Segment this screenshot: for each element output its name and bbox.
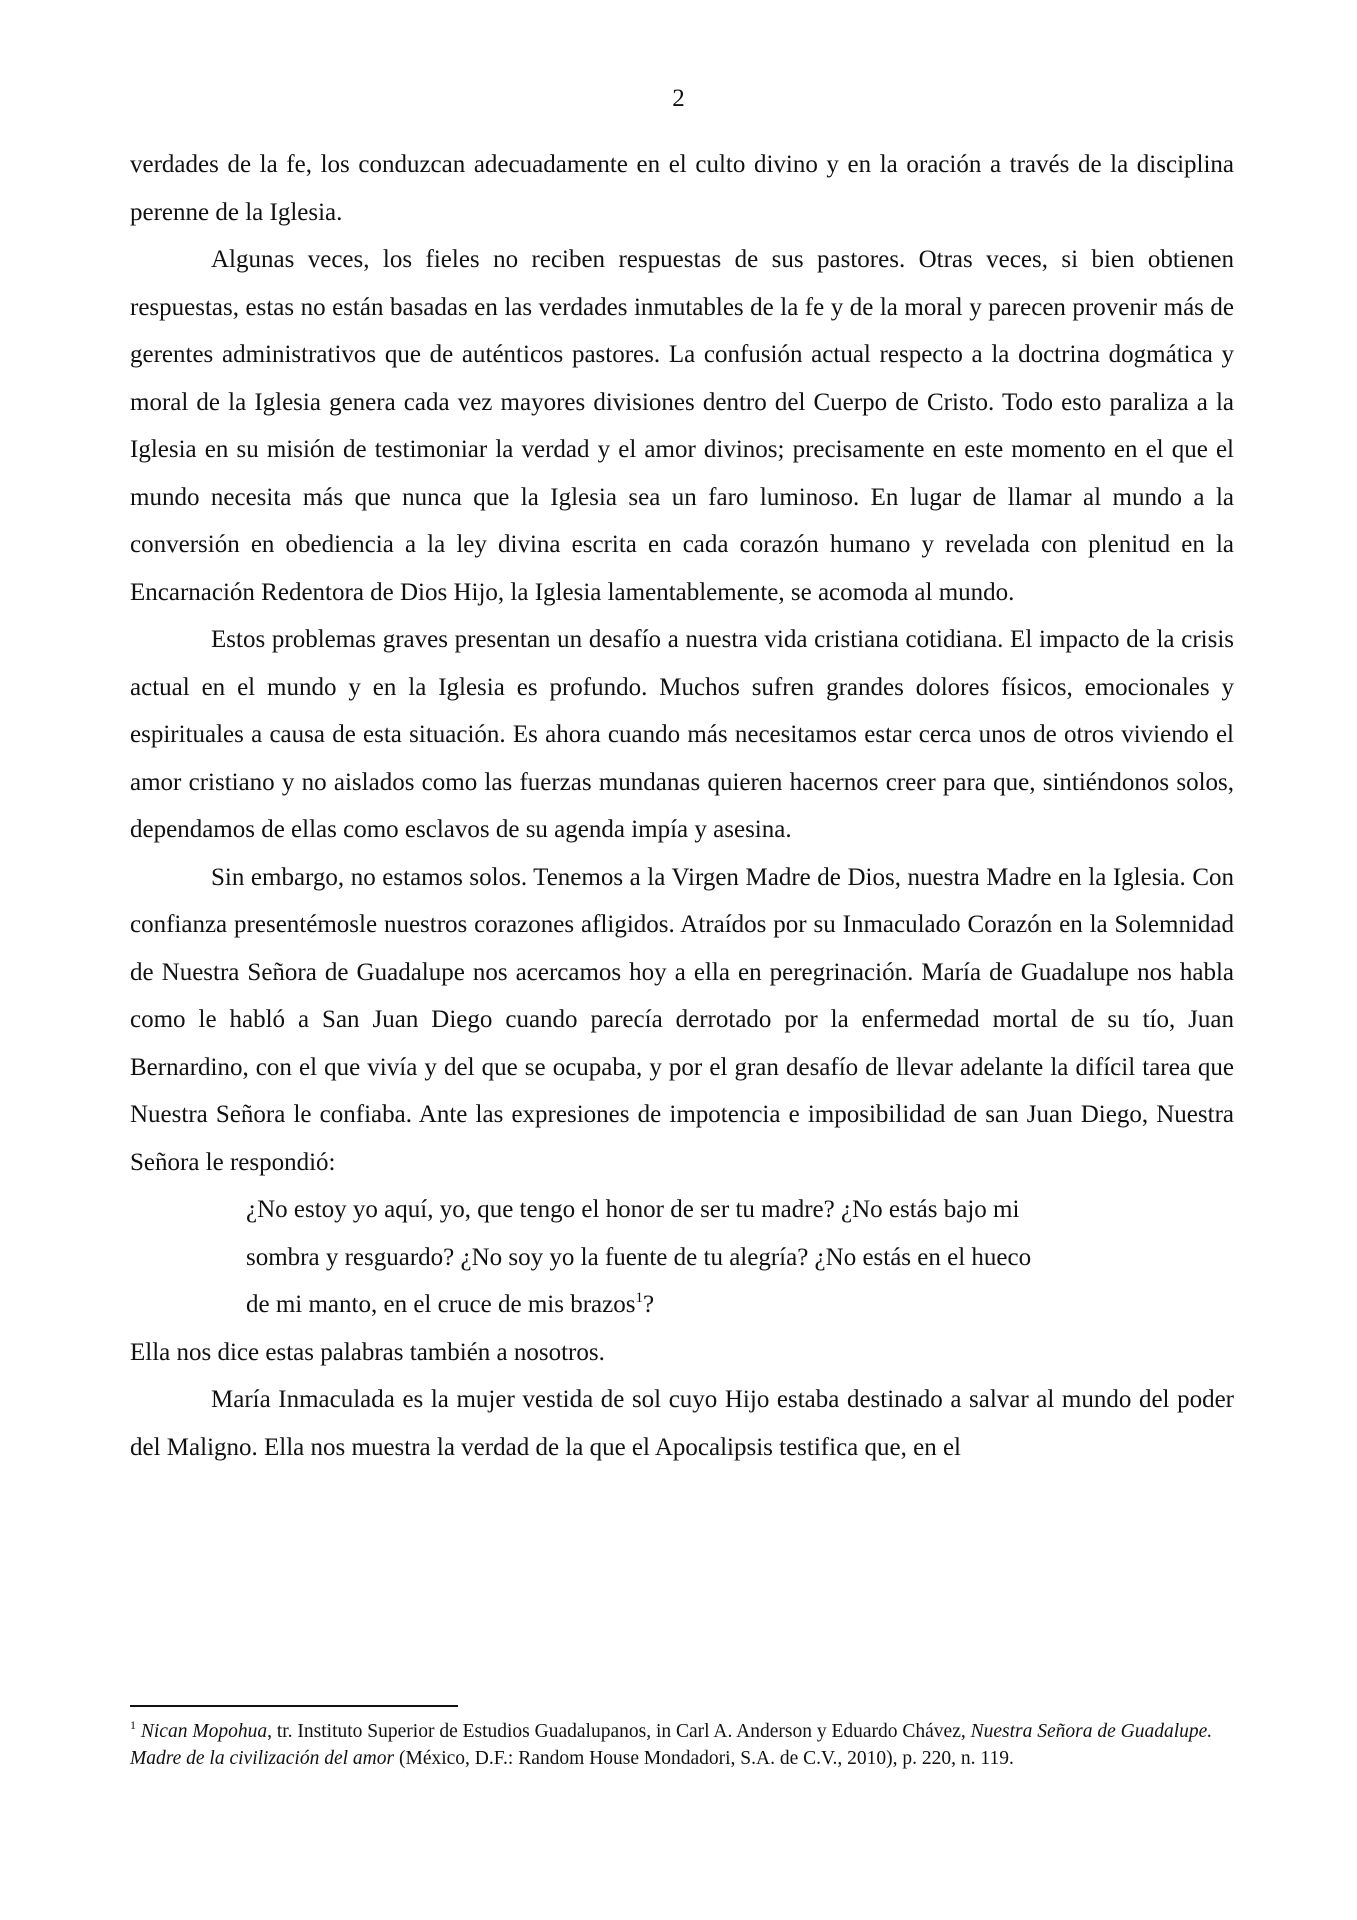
footnote-work-title: Nican Mopohua (140, 1721, 268, 1742)
quote-line-1: ¿No estoy yo aquí, yo, que tengo el honor de ser tu madre? ¿No estás bajo mi (246, 1196, 1020, 1223)
paragraph-after-quote: Ella nos dice estas palabras también a nosotros. (130, 1338, 605, 1366)
paragraph-problemas: Estos problemas graves presentan un desafío a nuestra vida cristiana cotidiana. El impacto de la crisis actual en el mundo y en la Iglesia es profundo. Muchos sufren grandes dolores físicos, emocionales y espirituales a causa de esta situación. Es ahora cuando más necesitamos estar cerca unos de otros viviendo el amor cristiano y no aislados como las fuerzas mundanas quieren hacernos creer para que, sintiéndonos solos, dependamos de ellas como esclavos de su agenda impía y asesina. (130, 626, 1234, 843)
paragraph-continuation: verdades de la fe, los conduzcan adecuadamente en el culto divino y en la oración a través de la disciplina perenne de la Iglesia. (130, 151, 1234, 226)
quote-line-3: de mi manto, en el cruce de mis brazos (246, 1291, 636, 1318)
paragraph-maria-inmaculada: María Inmaculada es la mujer vestida de sol cuyo Hijo estaba destinado a salvar al mundo del poder del Maligno. Ella nos muestra la verdad de la que el Apocalipsis testifica que, en el (130, 1386, 1234, 1461)
footnote-text-a: , tr. Instituto Superior de Estudios Guadalupanos, in Carl A. Anderson y Eduardo Chávez, (267, 1721, 971, 1742)
footnote-text-b: (México, D.F.: Random House Mondadori, S.A. de C.V., 2010), p. 220, n. 119. (394, 1748, 1014, 1769)
block-quote (246, 1186, 1186, 1329)
footnote-reference[interactable]: 1 (635, 1290, 643, 1306)
footnote (130, 1718, 1234, 1772)
footnote-book-title: Nuestra Señora de Guadalupe. Madre de la civilización del amor (130, 1721, 1213, 1769)
page-number: 2 (672, 85, 685, 112)
quote-line-3-end: ? (642, 1291, 655, 1318)
paragraph-pastores: Algunas veces, los fieles no reciben respuestas de sus pastores. Otras veces, si bien obtienen respuestas, estas no están basadas en las verdades inmutables de la fe y de la moral y parecen provenir más de gerentes administrativos que de auténticos pastores. La confusión actual respecto a la doctrina dogmática y moral de la Iglesia genera cada vez mayores divisiones dentro del Cuerpo de Cristo. Todo esto paraliza a la Iglesia en su misión de testimoniar la verdad y el amor divinos; precisamente en este momento en el que el mundo necesita más que nunca que la Iglesia sea un faro luminoso. En lugar de llamar al mundo a la conversión en obediencia a la ley divina escrita en cada corazón humano y revelada con plenitud en la Encarnación Redentora de Dios Hijo, la Iglesia lamentablemente, se acomoda al mundo. (130, 246, 1234, 606)
paragraph-no-estamos-solos: Sin embargo, no estamos solos. Tenemos a la Virgen Madre de Dios, nuestra Madre en la Iglesia. Con confianza presentémosle nuestros corazones afligidos. Atraídos por su Inmaculado Corazón en la Solemnidad de Nuestra Señora de Guadalupe nos acercamos hoy a ella en peregrinación. María de Guadalupe nos habla como le habló a San Juan Diego cuando parecía derrotado por la enfermedad mortal de su tío, Juan Bernardino, con el que vivía y del que se ocupaba, y por el gran desafío de llevar adelante la difícil tarea que Nuestra Señora le confiaba. Ante las expresiones de impotencia e imposibilidad de san Juan Diego, Nuestra Señora le respondió: (130, 863, 1234, 1176)
footnote-number: 1 (130, 1718, 136, 1732)
body-text (130, 141, 1234, 1471)
footnote-separator (130, 1705, 458, 1707)
quote-line-2: sombra y resguardo? ¿No soy yo la fuente de tu alegría? ¿No estás en el hueco (246, 1243, 1032, 1271)
